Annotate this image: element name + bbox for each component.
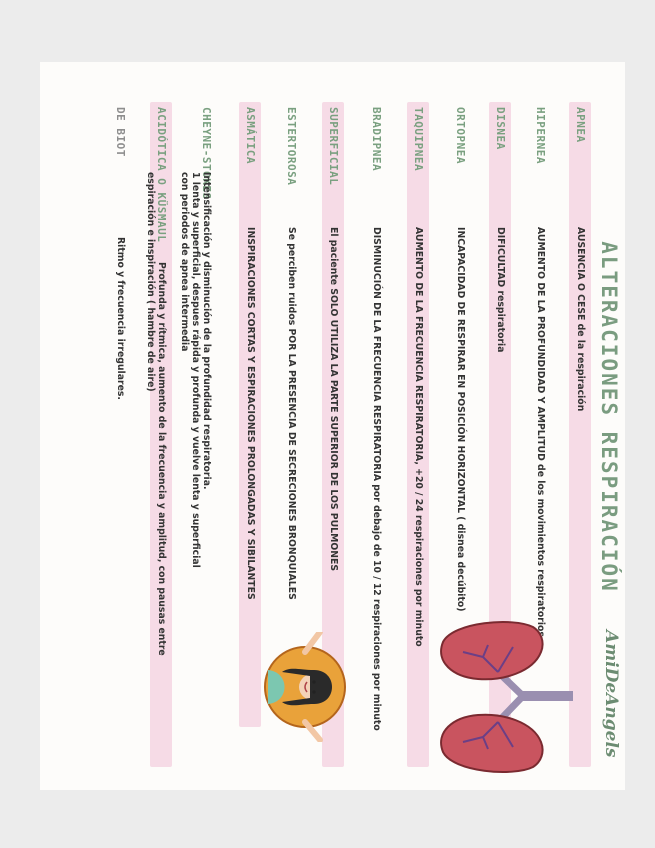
term-label: ACIDÓTICA O KÜSMAUL: [155, 107, 168, 243]
term-definition: Ritmo y frecuencia irregulares.: [115, 237, 126, 400]
term-definition: DIFICULTAD respiratoria: [495, 227, 506, 353]
term-definition: con periodos de apnea intermedia: [179, 172, 190, 352]
term-definition: AUMENTO DE LA FRECUENCIA RESPIRATORIA, +20 / 24 respiraciones por minuto: [413, 227, 424, 647]
term-definition: INSPIRACIONES CORTAS Y ESPIRACIONES PROLONGADAS Y SIBILANTES: [245, 227, 256, 600]
term-label: BRADIPNEA: [370, 107, 383, 172]
term-definition: El paciente SOLO UTILIZA LA PARTE SUPERIOR DE LOS PULMONES: [328, 227, 339, 572]
term-definition: Intensificación y disminución de la profundidad respiratoria.: [201, 172, 212, 490]
lungs-icon: [433, 617, 573, 777]
paper-sheet: [40, 62, 625, 790]
term-definition: AUMENTO DE LA PROFUNDIDAD Y AMPLITUD de los movimientos respiratorios: [535, 227, 546, 637]
term-label: TAQUIPNEA: [412, 107, 425, 172]
rotated-sheet: [40, 62, 625, 790]
term-definition: AUSENCIA O CESE de la respiración: [575, 227, 586, 412]
term-label: ORTOPNEA: [454, 107, 467, 164]
term-label: SUPERFICIAL: [327, 107, 340, 186]
term-definition: Profunda y rítmica, aumento de la frecuencia y amplitud, con pausas entre: [156, 262, 167, 656]
term-label: ESTERTOROSA: [285, 107, 298, 186]
term-label: CHEYNE-STOKES: [200, 107, 213, 200]
term-definition: Se perciben ruidos POR LA PRESENCIA DE SECRECIONES BRONQUIALES: [286, 227, 297, 600]
term-label: HIPERNEA: [534, 107, 547, 164]
term-label: DISNEA: [494, 107, 507, 150]
term-definition: DISMINUCIÓN DE LA FRECUENCIA RESPIRATORIA por debajo de 10 / 12 respiraciones por minuto: [371, 227, 382, 731]
page-title: ALTERACIONES RESPIRACIÓN: [597, 241, 621, 593]
girl-avatar-icon: [260, 632, 360, 742]
term-label: APNEA: [574, 107, 587, 143]
term-definition: INCAPACIDAD DE RESPIRAR EN POSICIÓN HORIZONTAL ( disnea decúbito): [455, 227, 466, 612]
term-label: ASMÁTICA: [244, 107, 257, 164]
term-label: DE BIOT: [114, 107, 127, 157]
term-definition: 1 lenta y superficial, despues rápida y profunda y vuelve lenta y superficial: [190, 172, 201, 568]
term-definition: espiración e inspiración ( hambre de aire): [145, 172, 156, 392]
author-signature: AmiDeAngels: [601, 630, 621, 758]
